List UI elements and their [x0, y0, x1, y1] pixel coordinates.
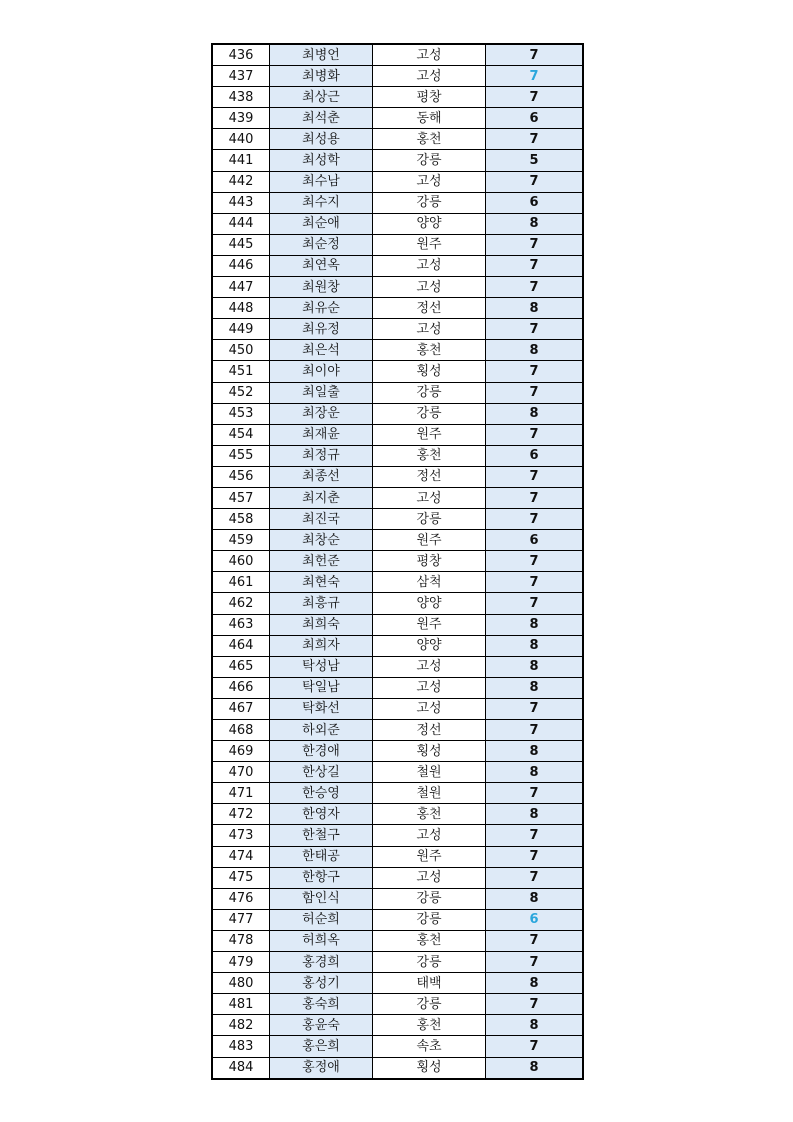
region-cell: 강릉	[373, 994, 486, 1015]
score-cell: 7	[486, 783, 584, 804]
score-cell: 7	[486, 466, 584, 487]
table-row	[212, 277, 583, 298]
table-row	[212, 150, 583, 171]
score-cell: 8	[486, 298, 584, 319]
row-number-cell: 481	[212, 994, 270, 1015]
row-number-cell: 437	[212, 66, 270, 87]
name-cell: 최성학	[270, 150, 373, 171]
name-cell: 최유정	[270, 319, 373, 340]
score-cell: 7	[486, 509, 584, 530]
score-cell: 7	[486, 698, 584, 719]
roster-table-body	[212, 44, 583, 1079]
region-cell: 강릉	[373, 952, 486, 973]
name-cell: 최병화	[270, 66, 373, 87]
table-row	[212, 171, 583, 192]
row-number-cell: 466	[212, 677, 270, 698]
score-cell: 8	[486, 1015, 584, 1036]
row-number-cell: 452	[212, 382, 270, 403]
table-row	[212, 846, 583, 867]
score-cell: 7	[486, 572, 584, 593]
name-cell: 홍정애	[270, 1057, 373, 1079]
name-cell: 홍성기	[270, 973, 373, 994]
score-cell: 7	[486, 952, 584, 973]
row-number-cell: 471	[212, 783, 270, 804]
row-number-cell: 463	[212, 614, 270, 635]
score-cell: 7	[486, 255, 584, 276]
score-cell: 7	[486, 66, 584, 87]
table-row	[212, 445, 583, 466]
table-row	[212, 129, 583, 150]
score-cell: 8	[486, 340, 584, 361]
score-cell: 8	[486, 213, 584, 234]
score-cell: 5	[486, 150, 584, 171]
name-cell: 최흥규	[270, 593, 373, 614]
name-cell: 최지춘	[270, 487, 373, 508]
name-cell: 최연옥	[270, 255, 373, 276]
region-cell: 강릉	[373, 192, 486, 213]
name-cell: 최진국	[270, 509, 373, 530]
row-number-cell: 479	[212, 952, 270, 973]
name-cell: 최석춘	[270, 108, 373, 129]
row-number-cell: 446	[212, 255, 270, 276]
region-cell: 동해	[373, 108, 486, 129]
name-cell: 탁성남	[270, 656, 373, 677]
table-row	[212, 234, 583, 255]
row-number-cell: 465	[212, 656, 270, 677]
region-cell: 고성	[373, 698, 486, 719]
row-number-cell: 438	[212, 87, 270, 108]
table-row	[212, 466, 583, 487]
table-row	[212, 108, 583, 129]
region-cell: 고성	[373, 677, 486, 698]
name-cell: 최정규	[270, 445, 373, 466]
row-number-cell: 482	[212, 1015, 270, 1036]
name-cell: 홍윤숙	[270, 1015, 373, 1036]
region-cell: 원주	[373, 234, 486, 255]
region-cell: 정선	[373, 720, 486, 741]
region-cell: 강릉	[373, 509, 486, 530]
name-cell: 최수지	[270, 192, 373, 213]
region-cell: 홍천	[373, 804, 486, 825]
name-cell: 최병언	[270, 44, 373, 66]
region-cell: 홍천	[373, 340, 486, 361]
row-number-cell: 477	[212, 909, 270, 930]
region-cell: 양양	[373, 593, 486, 614]
table-row	[212, 403, 583, 424]
region-cell: 고성	[373, 825, 486, 846]
score-cell: 8	[486, 614, 584, 635]
row-number-cell: 441	[212, 150, 270, 171]
row-number-cell: 459	[212, 530, 270, 551]
score-cell: 7	[486, 277, 584, 298]
row-number-cell: 439	[212, 108, 270, 129]
table-row	[212, 677, 583, 698]
row-number-cell: 454	[212, 424, 270, 445]
name-cell: 한상길	[270, 762, 373, 783]
row-number-cell: 472	[212, 804, 270, 825]
score-cell: 7	[486, 720, 584, 741]
name-cell: 최순애	[270, 213, 373, 234]
score-cell: 7	[486, 382, 584, 403]
row-number-cell: 449	[212, 319, 270, 340]
region-cell: 고성	[373, 656, 486, 677]
score-cell: 8	[486, 677, 584, 698]
row-number-cell: 460	[212, 551, 270, 572]
table-row	[212, 909, 583, 930]
table-row	[212, 298, 583, 319]
score-cell: 7	[486, 87, 584, 108]
row-number-cell: 448	[212, 298, 270, 319]
table-row	[212, 424, 583, 445]
region-cell: 강릉	[373, 888, 486, 909]
name-cell: 최은석	[270, 340, 373, 361]
table-row	[212, 825, 583, 846]
table-row	[212, 87, 583, 108]
region-cell: 양양	[373, 213, 486, 234]
score-cell: 7	[486, 319, 584, 340]
region-cell: 삼척	[373, 572, 486, 593]
region-cell: 양양	[373, 635, 486, 656]
region-cell: 강릉	[373, 909, 486, 930]
region-cell: 홍천	[373, 930, 486, 951]
table-row	[212, 44, 583, 66]
name-cell: 최순정	[270, 234, 373, 255]
table-row	[212, 888, 583, 909]
region-cell: 고성	[373, 255, 486, 276]
region-cell: 홍천	[373, 129, 486, 150]
score-cell: 6	[486, 192, 584, 213]
row-number-cell: 442	[212, 171, 270, 192]
table-row	[212, 952, 583, 973]
row-number-cell: 483	[212, 1036, 270, 1057]
name-cell: 탁화선	[270, 698, 373, 719]
region-cell: 정선	[373, 466, 486, 487]
row-number-cell: 480	[212, 973, 270, 994]
score-cell: 6	[486, 530, 584, 551]
score-cell: 8	[486, 804, 584, 825]
table-row	[212, 994, 583, 1015]
row-number-cell: 464	[212, 635, 270, 656]
table-row	[212, 1036, 583, 1057]
region-cell: 철원	[373, 783, 486, 804]
name-cell: 최상근	[270, 87, 373, 108]
region-cell: 강릉	[373, 382, 486, 403]
score-cell: 7	[486, 424, 584, 445]
score-cell: 6	[486, 445, 584, 466]
name-cell: 최장운	[270, 403, 373, 424]
score-cell: 6	[486, 909, 584, 930]
region-cell: 고성	[373, 277, 486, 298]
region-cell: 횡성	[373, 361, 486, 382]
table-row	[212, 340, 583, 361]
name-cell: 한경애	[270, 741, 373, 762]
region-cell: 원주	[373, 530, 486, 551]
table-row	[212, 973, 583, 994]
table-row	[212, 698, 583, 719]
name-cell: 허순희	[270, 909, 373, 930]
table-row	[212, 1015, 583, 1036]
row-number-cell: 462	[212, 593, 270, 614]
name-cell: 하외준	[270, 720, 373, 741]
table-row	[212, 382, 583, 403]
row-number-cell: 444	[212, 213, 270, 234]
region-cell: 고성	[373, 44, 486, 66]
region-cell: 고성	[373, 867, 486, 888]
name-cell: 한승영	[270, 783, 373, 804]
score-cell: 7	[486, 994, 584, 1015]
score-cell: 8	[486, 635, 584, 656]
region-cell: 평창	[373, 551, 486, 572]
row-number-cell: 474	[212, 846, 270, 867]
score-cell: 7	[486, 551, 584, 572]
name-cell: 최종선	[270, 466, 373, 487]
roster-table	[211, 43, 584, 1080]
region-cell: 횡성	[373, 1057, 486, 1079]
table-row	[212, 720, 583, 741]
table-row	[212, 487, 583, 508]
table-row	[212, 762, 583, 783]
name-cell: 최헌준	[270, 551, 373, 572]
name-cell: 최수남	[270, 171, 373, 192]
row-number-cell: 445	[212, 234, 270, 255]
score-cell: 8	[486, 973, 584, 994]
score-cell: 7	[486, 129, 584, 150]
row-number-cell: 461	[212, 572, 270, 593]
name-cell: 최재윤	[270, 424, 373, 445]
name-cell: 한태공	[270, 846, 373, 867]
table-row	[212, 930, 583, 951]
name-cell: 최성용	[270, 129, 373, 150]
row-number-cell: 440	[212, 129, 270, 150]
row-number-cell: 475	[212, 867, 270, 888]
score-cell: 8	[486, 741, 584, 762]
region-cell: 홍천	[373, 445, 486, 466]
row-number-cell: 467	[212, 698, 270, 719]
name-cell: 최원창	[270, 277, 373, 298]
score-cell: 7	[486, 44, 584, 66]
row-number-cell: 455	[212, 445, 270, 466]
name-cell: 최현숙	[270, 572, 373, 593]
region-cell: 원주	[373, 424, 486, 445]
name-cell: 최일출	[270, 382, 373, 403]
region-cell: 홍천	[373, 1015, 486, 1036]
name-cell: 홍경희	[270, 952, 373, 973]
table-row	[212, 213, 583, 234]
score-cell: 7	[486, 593, 584, 614]
score-cell: 7	[486, 1036, 584, 1057]
region-cell: 원주	[373, 846, 486, 867]
region-cell: 강릉	[373, 403, 486, 424]
table-row	[212, 1057, 583, 1079]
row-number-cell: 478	[212, 930, 270, 951]
score-cell: 8	[486, 656, 584, 677]
table-row	[212, 530, 583, 551]
name-cell: 한영자	[270, 804, 373, 825]
table-row	[212, 783, 583, 804]
table-row	[212, 551, 583, 572]
region-cell: 횡성	[373, 741, 486, 762]
score-cell: 7	[486, 171, 584, 192]
name-cell: 최유순	[270, 298, 373, 319]
table-row	[212, 635, 583, 656]
score-cell: 7	[486, 234, 584, 255]
region-cell: 원주	[373, 614, 486, 635]
region-cell: 고성	[373, 171, 486, 192]
row-number-cell: 458	[212, 509, 270, 530]
score-cell: 8	[486, 1057, 584, 1079]
name-cell: 함인식	[270, 888, 373, 909]
row-number-cell: 443	[212, 192, 270, 213]
score-cell: 7	[486, 846, 584, 867]
table-row	[212, 572, 583, 593]
row-number-cell: 456	[212, 466, 270, 487]
table-row	[212, 614, 583, 635]
score-cell: 7	[486, 487, 584, 508]
region-cell: 고성	[373, 66, 486, 87]
region-cell: 철원	[373, 762, 486, 783]
table-row	[212, 319, 583, 340]
score-cell: 7	[486, 930, 584, 951]
name-cell: 홍은희	[270, 1036, 373, 1057]
table-row	[212, 867, 583, 888]
region-cell: 고성	[373, 487, 486, 508]
score-cell: 7	[486, 361, 584, 382]
region-cell: 고성	[373, 319, 486, 340]
region-cell: 평창	[373, 87, 486, 108]
row-number-cell: 473	[212, 825, 270, 846]
row-number-cell: 484	[212, 1057, 270, 1079]
row-number-cell: 469	[212, 741, 270, 762]
row-number-cell: 436	[212, 44, 270, 66]
name-cell: 최희자	[270, 635, 373, 656]
row-number-cell: 447	[212, 277, 270, 298]
score-cell: 8	[486, 888, 584, 909]
row-number-cell: 450	[212, 340, 270, 361]
region-cell: 태백	[373, 973, 486, 994]
region-cell: 속초	[373, 1036, 486, 1057]
table-row	[212, 741, 583, 762]
name-cell: 한항구	[270, 867, 373, 888]
name-cell: 한철구	[270, 825, 373, 846]
table-row	[212, 255, 583, 276]
score-cell: 6	[486, 108, 584, 129]
table-row	[212, 656, 583, 677]
row-number-cell: 476	[212, 888, 270, 909]
name-cell: 홍숙희	[270, 994, 373, 1015]
name-cell: 최이야	[270, 361, 373, 382]
name-cell: 최창순	[270, 530, 373, 551]
row-number-cell: 453	[212, 403, 270, 424]
score-cell: 8	[486, 403, 584, 424]
table-row	[212, 509, 583, 530]
score-cell: 8	[486, 762, 584, 783]
row-number-cell: 468	[212, 720, 270, 741]
name-cell: 최희숙	[270, 614, 373, 635]
row-number-cell: 451	[212, 361, 270, 382]
table-row	[212, 804, 583, 825]
row-number-cell: 457	[212, 487, 270, 508]
name-cell: 허희옥	[270, 930, 373, 951]
table-row	[212, 192, 583, 213]
table-row	[212, 593, 583, 614]
name-cell: 탁일남	[270, 677, 373, 698]
score-cell: 7	[486, 867, 584, 888]
table-row	[212, 66, 583, 87]
region-cell: 강릉	[373, 150, 486, 171]
row-number-cell: 470	[212, 762, 270, 783]
table-row	[212, 361, 583, 382]
score-cell: 7	[486, 825, 584, 846]
region-cell: 정선	[373, 298, 486, 319]
